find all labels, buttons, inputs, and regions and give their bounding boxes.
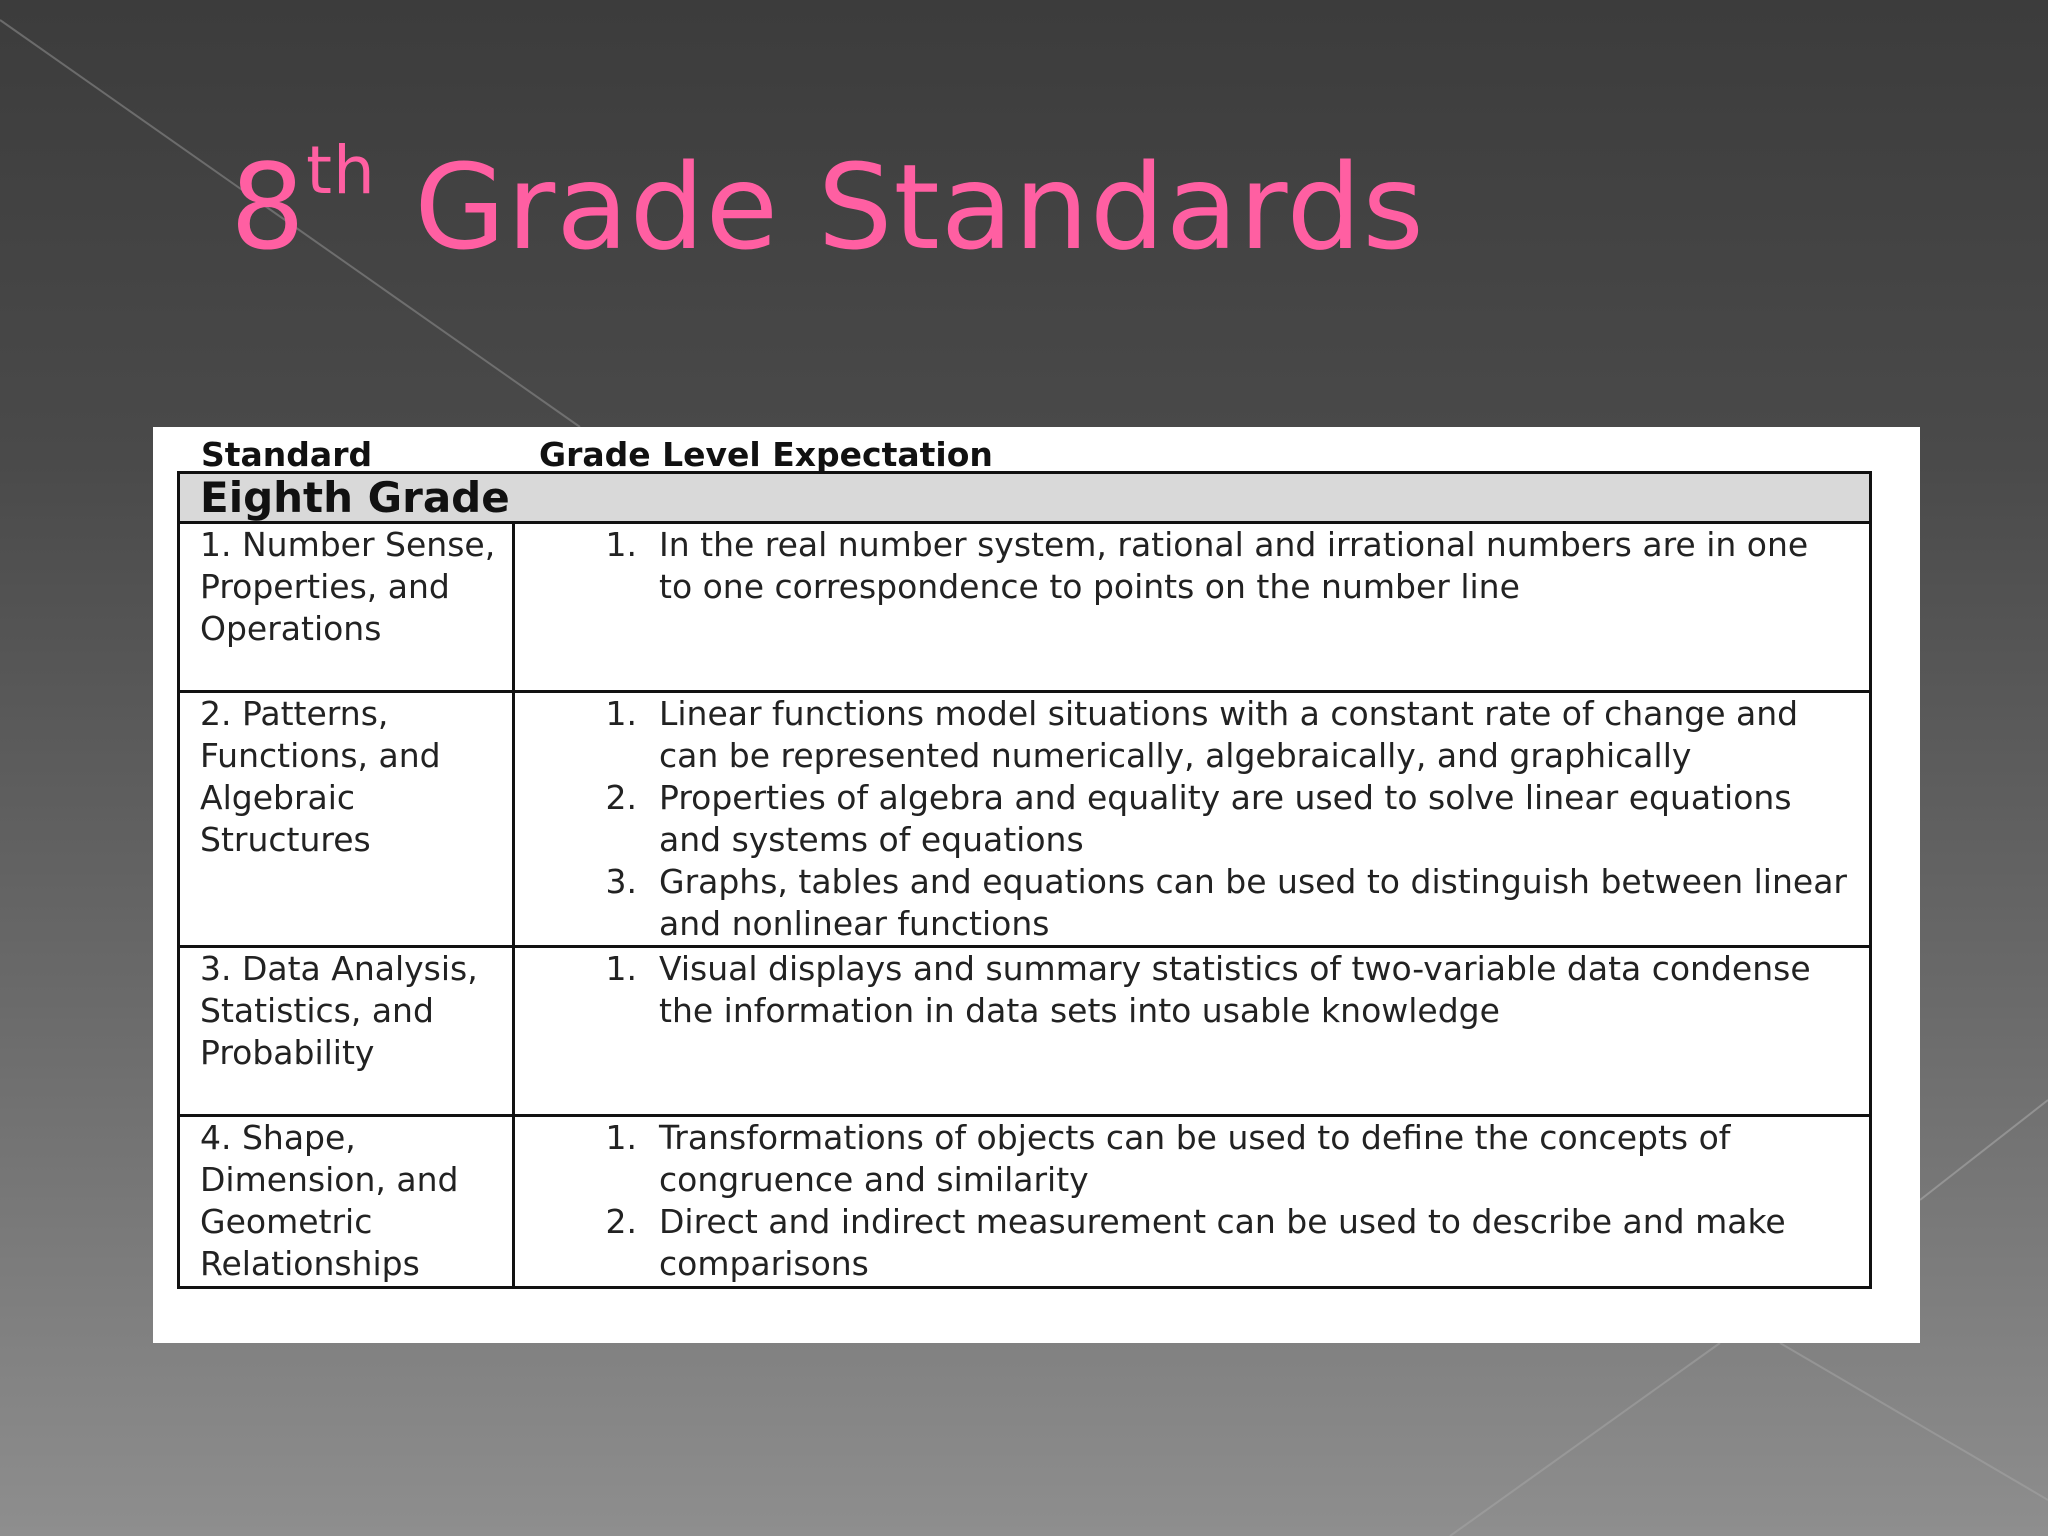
standards-table [177,471,1872,1289]
expectation-item [515,948,1849,1032]
expectation-text: In the real number system, rational and irrational numbers are in one to one correspondence to points on the number line [659,525,1809,606]
standard-cell: 4. Shape, Dimension, and Geometric Relationships [180,1117,515,1286]
expectations-cell [515,524,1869,690]
expectation-text: Graphs, tables and equations can be used to distinguish between linear and nonlinear functions [659,862,1847,943]
expectation-number: 2. [605,778,637,817]
standard-cell: 3. Data Analysis, Statistics, and Probability [180,948,515,1114]
table-row [180,693,1869,948]
expectation-text: Visual displays and summary statistics of two-variable data condense the information in data sets into usable knowledge [659,949,1811,1030]
standard-cell: 2. Patterns, Functions, and Algebraic Structures [180,693,515,945]
expectation-number: 2. [605,1202,637,1241]
standards-panel [153,427,1920,1343]
expectation-text: Properties of algebra and equality are used to solve linear equations and systems of equations [659,778,1792,859]
title-rest: Grade Standards [375,138,1425,276]
header-standard: Standard [201,435,373,474]
table-row [180,524,1869,693]
header-expectation: Grade Level Expectation [539,435,993,474]
expectation-number: 1. [605,1118,637,1157]
expectations-cell [515,1117,1869,1286]
table-row [180,1117,1869,1289]
expectation-text: Transformations of objects can be used to define the concepts of congruence and similarity [659,1118,1731,1199]
expectation-item [515,777,1849,861]
expectation-number: 3. [605,862,637,901]
expectation-item [515,1201,1849,1285]
title-suffix: th [306,132,376,209]
expectation-item [515,524,1849,608]
grade-row: Eighth Grade [180,474,1869,524]
expectation-item [515,1117,1849,1201]
title-number: 8 [230,138,307,276]
expectation-number: 1. [605,949,637,988]
expectations-cell [515,693,1869,945]
expectation-number: 1. [605,694,637,733]
expectation-item [515,693,1849,777]
expectations-cell [515,948,1869,1114]
slide-title [230,132,1425,276]
expectation-item [515,861,1849,945]
expectation-number: 1. [605,525,637,564]
table-row [180,948,1869,1117]
standard-cell: 1. Number Sense, Properties, and Operations [180,524,515,690]
expectation-text: Linear functions model situations with a constant rate of change and can be represented numerically, algebraically, and graphically [659,694,1799,775]
expectation-text: Direct and indirect measurement can be used to describe and make comparisons [659,1202,1786,1283]
